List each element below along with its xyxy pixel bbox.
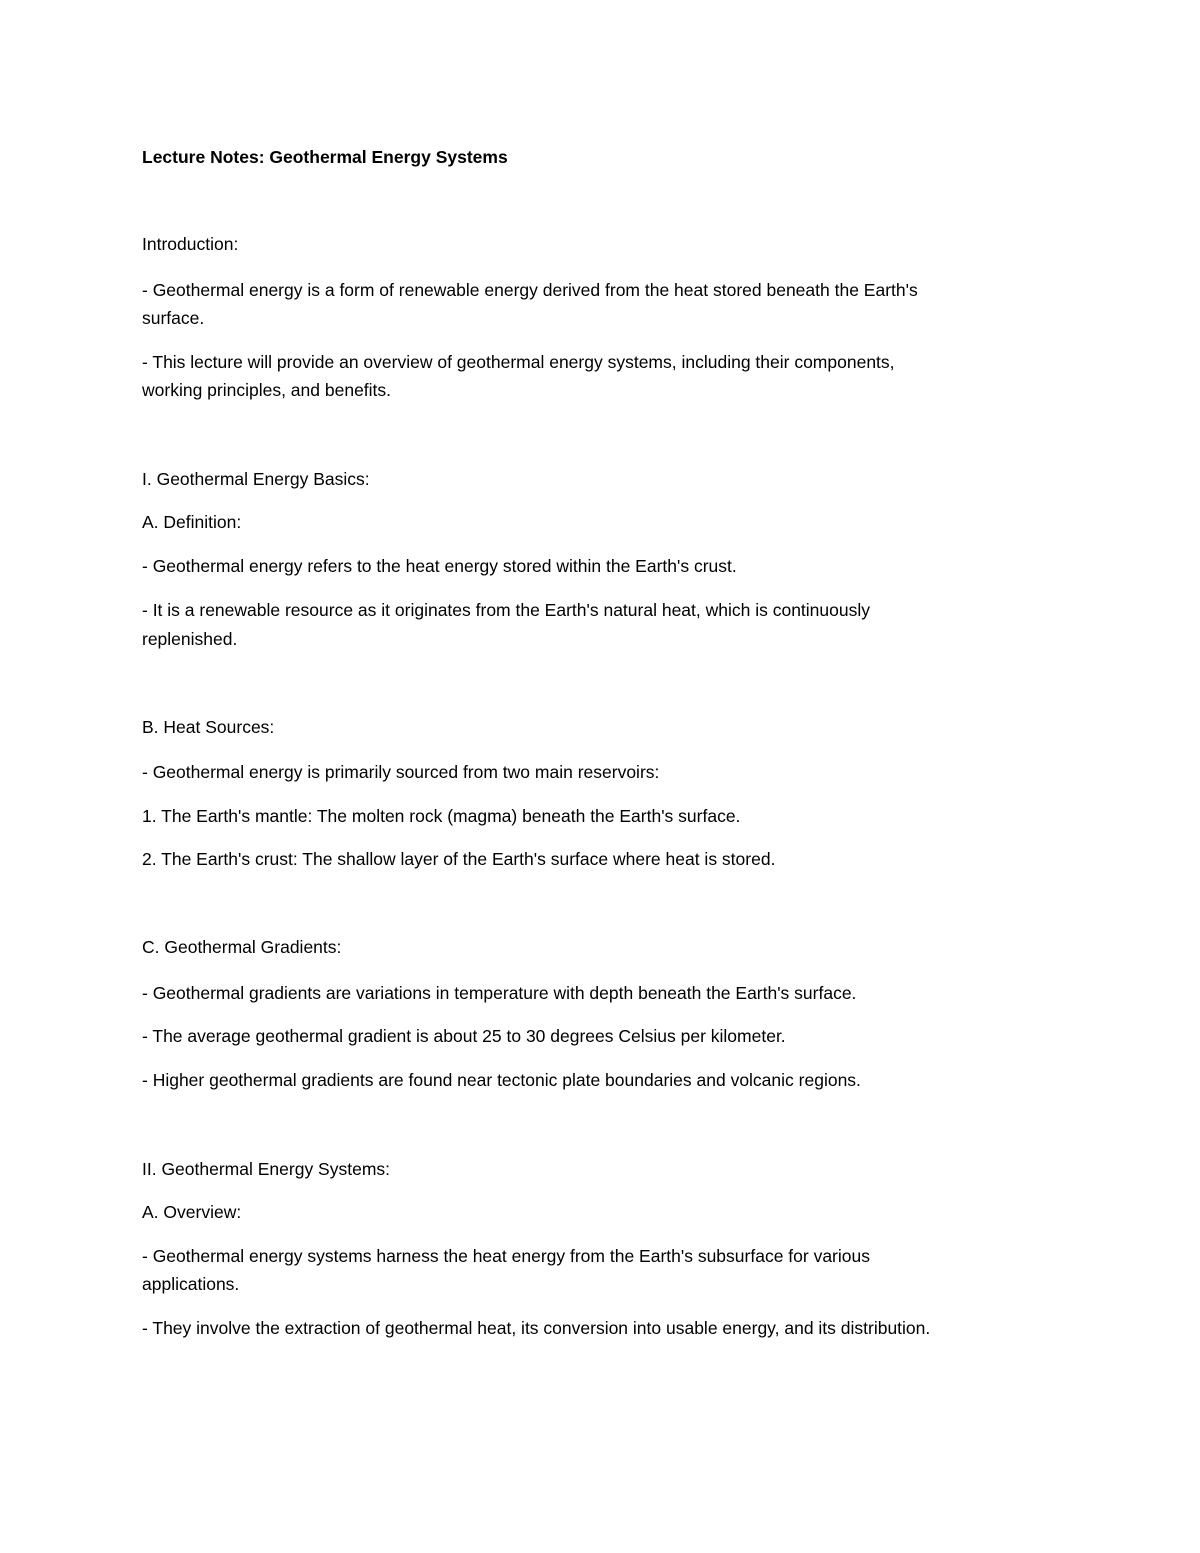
intro-paragraph-1-line-1: - Geothermal energy is a form of renewable energy derived from the heat stored beneath the Earth's xyxy=(142,280,918,300)
intro-paragraph-2-line-2: working principles, and benefits. xyxy=(142,380,392,400)
section-1a-item-2-line-2: replenished. xyxy=(142,629,238,649)
intro-paragraph-1-line-2: surface. xyxy=(142,308,205,328)
section-2a-heading: A. Overview: xyxy=(142,1202,242,1222)
section-1b-heading: B. Heat Sources: xyxy=(142,717,275,737)
section-1c-heading: C. Geothermal Gradients: xyxy=(142,937,342,957)
intro-paragraph-2-line-1: - This lecture will provide an overview of geothermal energy systems, including their components, xyxy=(142,352,895,372)
section-1-heading: I. Geothermal Energy Basics: xyxy=(142,469,370,489)
section-2a-item-1-line-1: - Geothermal energy systems harness the heat energy from the Earth's subsurface for various xyxy=(142,1246,870,1266)
section-1a-item-2-line-1: - It is a renewable resource as it originates from the Earth's natural heat, which is continuously xyxy=(142,600,871,620)
section-1b-item-1: - Geothermal energy is primarily sourced from two main reservoirs: xyxy=(142,762,660,782)
section-1c-item-2: - The average geothermal gradient is about 25 to 30 degrees Celsius per kilometer. xyxy=(142,1026,786,1046)
introduction-heading: Introduction: xyxy=(142,234,239,254)
section-1b-subitem-2: 2. The Earth's crust: The shallow layer of the Earth's surface where heat is stored. xyxy=(142,849,776,869)
section-1a-item-1: - Geothermal energy refers to the heat energy stored within the Earth's crust. xyxy=(142,556,737,576)
document-title: Lecture Notes: Geothermal Energy Systems xyxy=(142,147,508,167)
section-1a-heading: A. Definition: xyxy=(142,512,242,532)
section-2a-item-2: - They involve the extraction of geothermal heat, its conversion into usable energy, and its distribution. xyxy=(142,1318,931,1338)
section-2-heading: II. Geothermal Energy Systems: xyxy=(142,1159,391,1179)
section-1b-subitem-1: 1. The Earth's mantle: The molten rock (magma) beneath the Earth's surface. xyxy=(142,806,741,826)
section-1c-item-3: - Higher geothermal gradients are found near tectonic plate boundaries and volcanic regions. xyxy=(142,1070,861,1090)
section-1c-item-1: - Geothermal gradients are variations in temperature with depth beneath the Earth's surface. xyxy=(142,983,857,1003)
section-2a-item-1-line-2: applications. xyxy=(142,1274,240,1294)
